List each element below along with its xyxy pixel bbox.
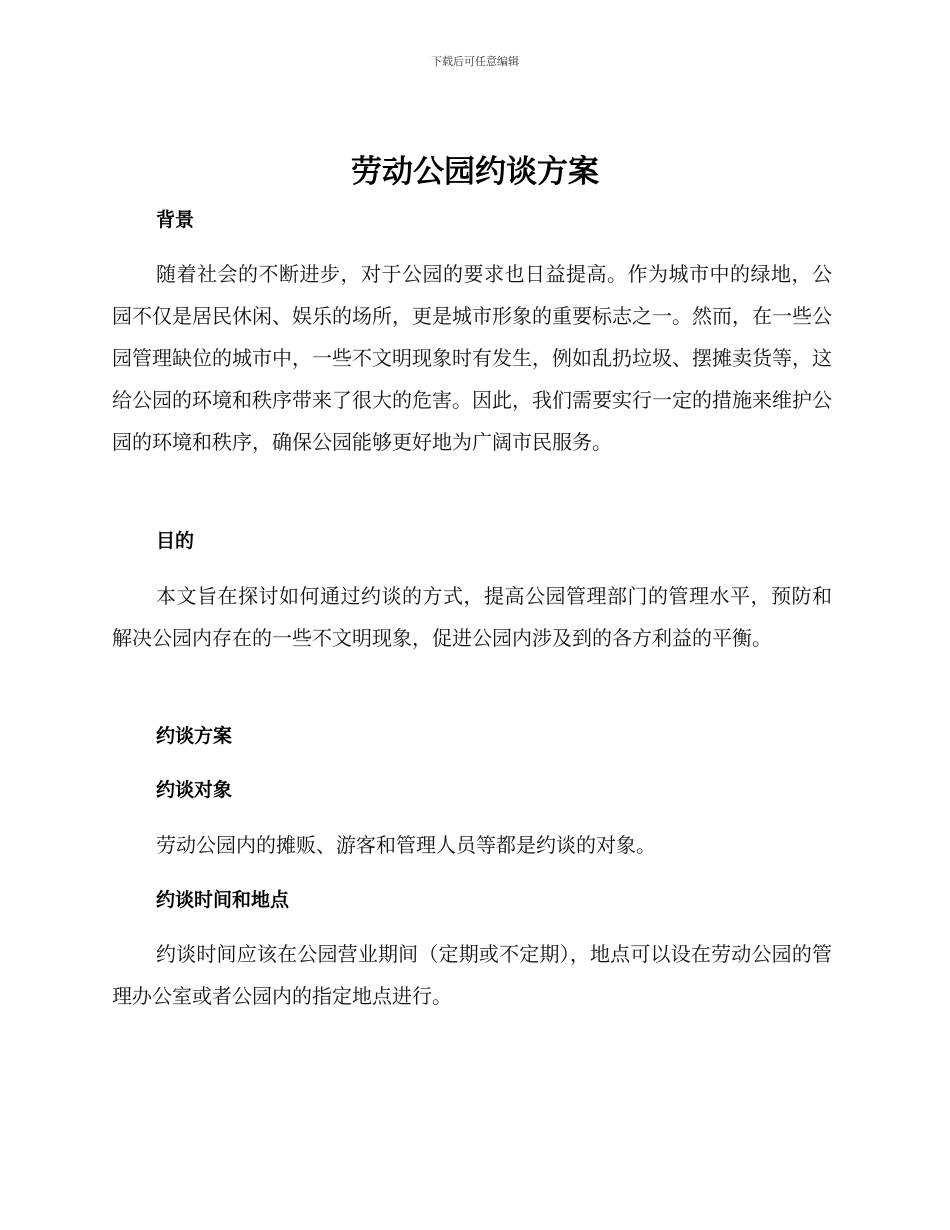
section-paragraph-background: 随着社会的不断进步，对于公园的要求也日益提高。作为城市中的绿地，公园不仅是居民休闲、娱乐的场所，更是城市形象的重要标志之一。然而，在一些公园管理缺位的城市中，一些不文明现象时有发生，例如乱扔垃圾、摆摊卖货等，这给公园的环境和秩序带来了很大的危害。因此，我们需要实行一定的措施来维护公园的环境和秩序，确保公园能够更好地为广阔市民服务。 <box>112 262 832 454</box>
document-title: 劳动公园约谈方案 <box>351 154 599 190</box>
section-heading-plan: 约谈方案 <box>156 725 233 747</box>
section-heading-background: 背景 <box>156 209 195 231</box>
section-paragraph-time-place: 约谈时间应该在公园营业期间（定期或不定期），地点可以设在劳动公园的管理办公室或者公园内的指定地点进行。 <box>112 942 832 1008</box>
section-paragraph-targets: 劳动公园内的摊贩、游客和管理人员等都是约谈的对象。 <box>156 833 656 857</box>
section-heading-purpose: 目的 <box>156 530 195 552</box>
header-note: 下载后可任意编辑 <box>431 55 519 68</box>
section-heading-targets: 约谈对象 <box>156 779 233 801</box>
section-heading-time-place: 约谈时间和地点 <box>156 889 290 911</box>
section-paragraph-purpose: 本文旨在探讨如何通过约谈的方式，提高公园管理部门的管理水平，预防和解决公园内存在的一些不文明现象，促进公园内涉及到的各方利益的平衡。 <box>112 584 832 650</box>
